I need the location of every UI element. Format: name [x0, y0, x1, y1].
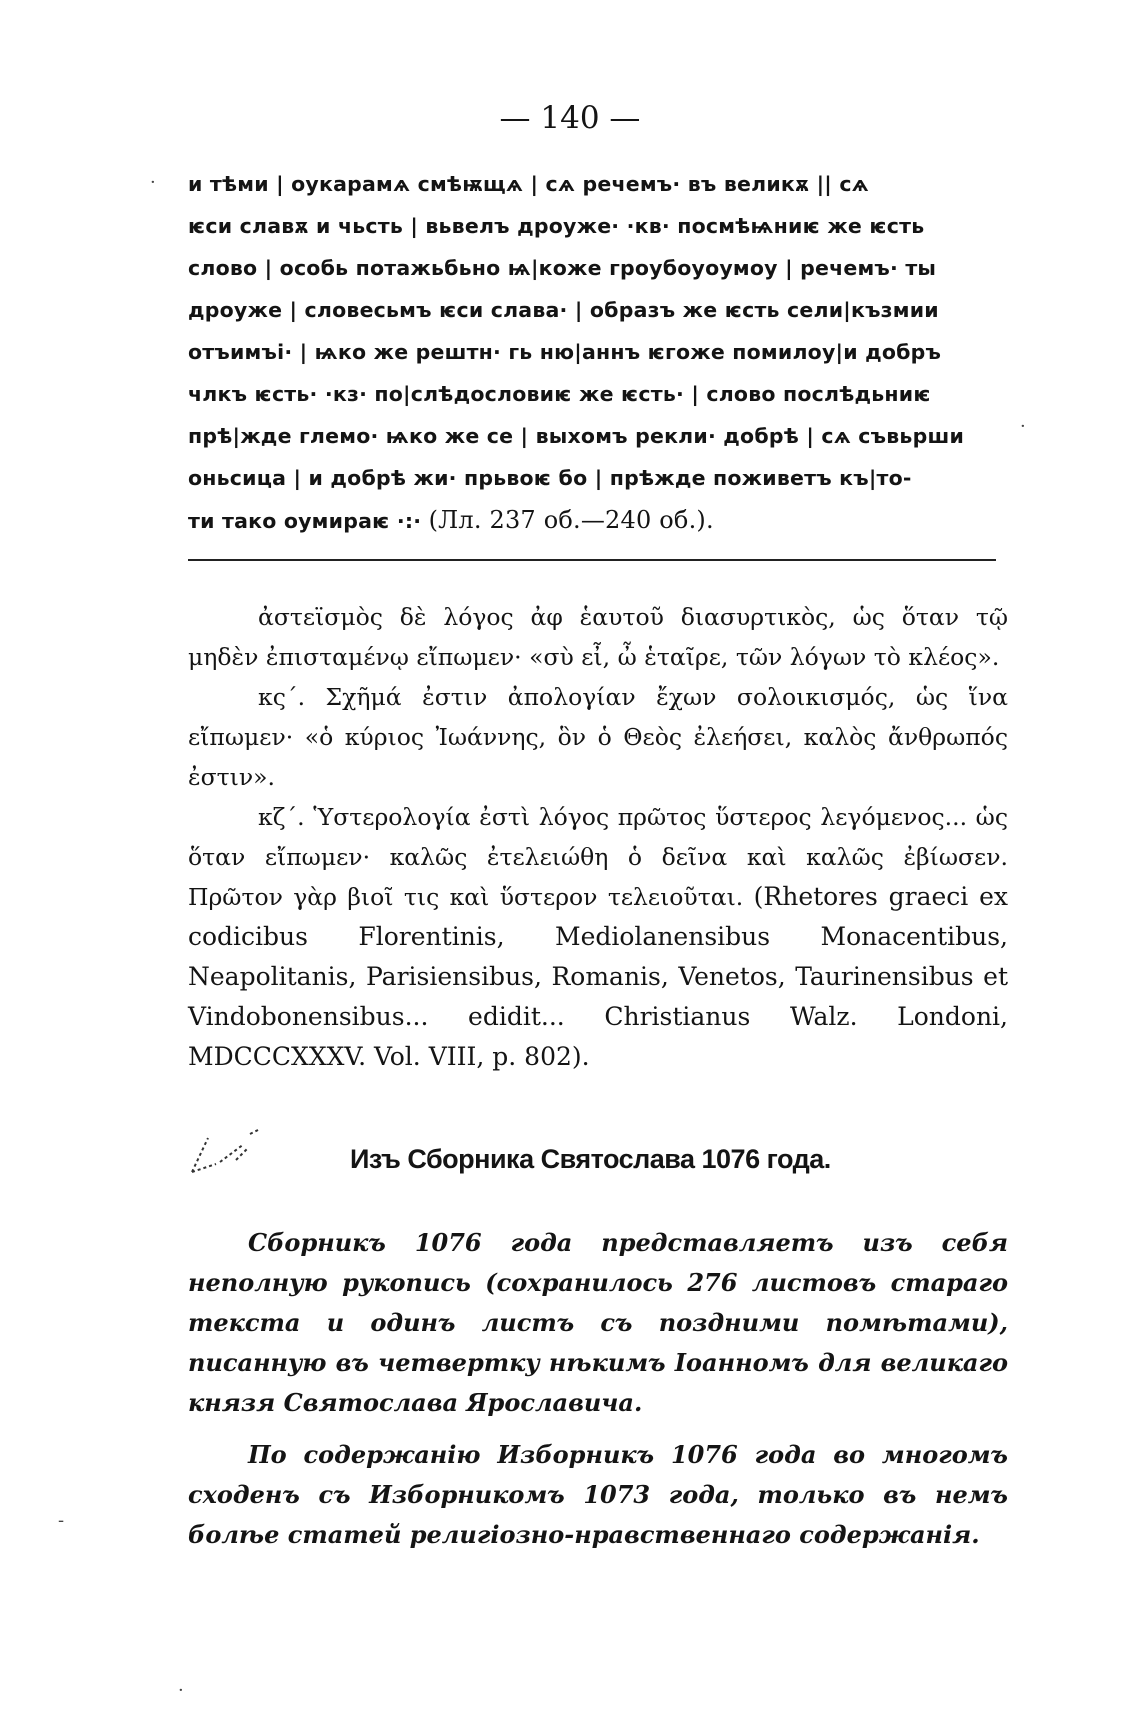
collection-description — [188, 1223, 1008, 1567]
slavonic-line: ѥси славѫ и чьсть | вьвелъ дроуже· ·кв· посмѣѩниѥ же ѥсть — [188, 214, 925, 238]
slavonic-line: отъимъі· | ѩко же рештн· гь ню|аннъ ѥгоже помилоу|и добръ — [188, 340, 942, 364]
slavonic-line-last — [188, 499, 1008, 542]
greek-paragraph-1: ἀστεϊσμὸς δὲ λόγος ἀφ ἑαυτοῦ διασυρτικὸς, ὡς ὅταν τῷ μηδὲν ἐπισταμένῳ εἴπωμεν· «σὺ εἶ, ὦ ἑταῖρε, τῶν λόγων τὸ κλέος». — [188, 603, 1008, 671]
slavonic-line: члкъ ѥсть· ·кз· по|слѣдословиѥ же ѥсть· | слово послѣдьниѥ — [188, 382, 931, 406]
page-number: — 140 — — [499, 100, 641, 136]
margin-dot: · — [1020, 416, 1026, 437]
greek-passage — [188, 597, 1008, 1077]
margin-dot: · — [178, 1680, 184, 1701]
greek-paragraph-3-text: κζ΄. Ὑστερολογία ἐστὶ λόγος πρῶτος ὕστερος λεγόμενος... ὡς ὅταν εἴπωμεν· καλῶς ἐτελειώθη ὁ δεῖνα καὶ καλῶς ἐβίωσεν. Πρῶτον γὰρ βιοῖ τις καὶ ὕστερον τελειοῦται. — [188, 803, 1008, 911]
description-paragraph-2: По содержанію Изборникъ 1076 года во многомъ сходенъ съ Изборникомъ 1073 года, только въ немъ болѣе статей религіозно-нравственнаго содержанія. — [188, 1440, 1008, 1549]
slavonic-line: дроуже | словесьмъ ѥси слава· | образъ же ѥсть сели|къзмии — [188, 298, 939, 322]
greek-paragraph-3 — [188, 797, 1008, 1077]
church-slavonic-passage — [188, 163, 1008, 542]
margin-dash: - — [58, 1510, 65, 1531]
slavonic-line: и тѣми | оукарамѧ смѣѭщѧ | сѧ речемъ· въ великѫ || сѧ — [188, 172, 869, 196]
slavonic-line-text: ти тако оумираѥ ·:· — [188, 509, 422, 533]
citation-latin: (Rhetores graeci ex codicibus Florentinis, Mediolanensibus Monacentibus, Neapolitanis, Parisiensibus, Romanis, Venetos, Taurinensibus et Vindobonensibus... edidit... Christianus Walz. Londoni, MDCCCXXXV. Vol. VIII, p. 802). — [188, 882, 1008, 1071]
pencil-mark-icon — [186, 1120, 286, 1180]
margin-dot: · — [150, 172, 156, 193]
slavonic-line: оньсица | и добрѣ жи· прьвоѥ бо | прѣжде поживетъ къ|то- — [188, 466, 912, 490]
section-divider — [188, 559, 996, 561]
slavonic-line: прѣ|жде глемо· ѩко же се | выхомъ рекли· добрѣ | сѧ съвьрши — [188, 424, 965, 448]
section-heading: Изъ Сборника Святослава 1076 года. — [350, 1144, 831, 1174]
folio-reference: (Лл. 237 об.—240 об.). — [428, 506, 714, 534]
description-paragraph-1: Сборникъ 1076 года представляетъ изъ себя неполную рукопись (сохранилось 276 листовъ стараго текста и одинъ листъ съ поздними помѣтами), писанную въ четвертку нѣкимъ Іоанномъ для великаго князя Святослава Ярославича. — [188, 1228, 1008, 1417]
greek-paragraph-2: κς΄. Σχῆμά ἐστιν ἀπολογίαν ἔχων σολοικισμός, ὡς ἵνα εἴπωμεν· «ὁ κύριος Ἰωάννης, ὃν ὁ Θεὸς ἐλεήσει, καλὸς ἄνθρωπός ἐστιν». — [188, 683, 1008, 791]
slavonic-line: слово | особь потажьбьно ѩ|коже гроубоуоумоу | речемъ· ты — [188, 256, 937, 280]
